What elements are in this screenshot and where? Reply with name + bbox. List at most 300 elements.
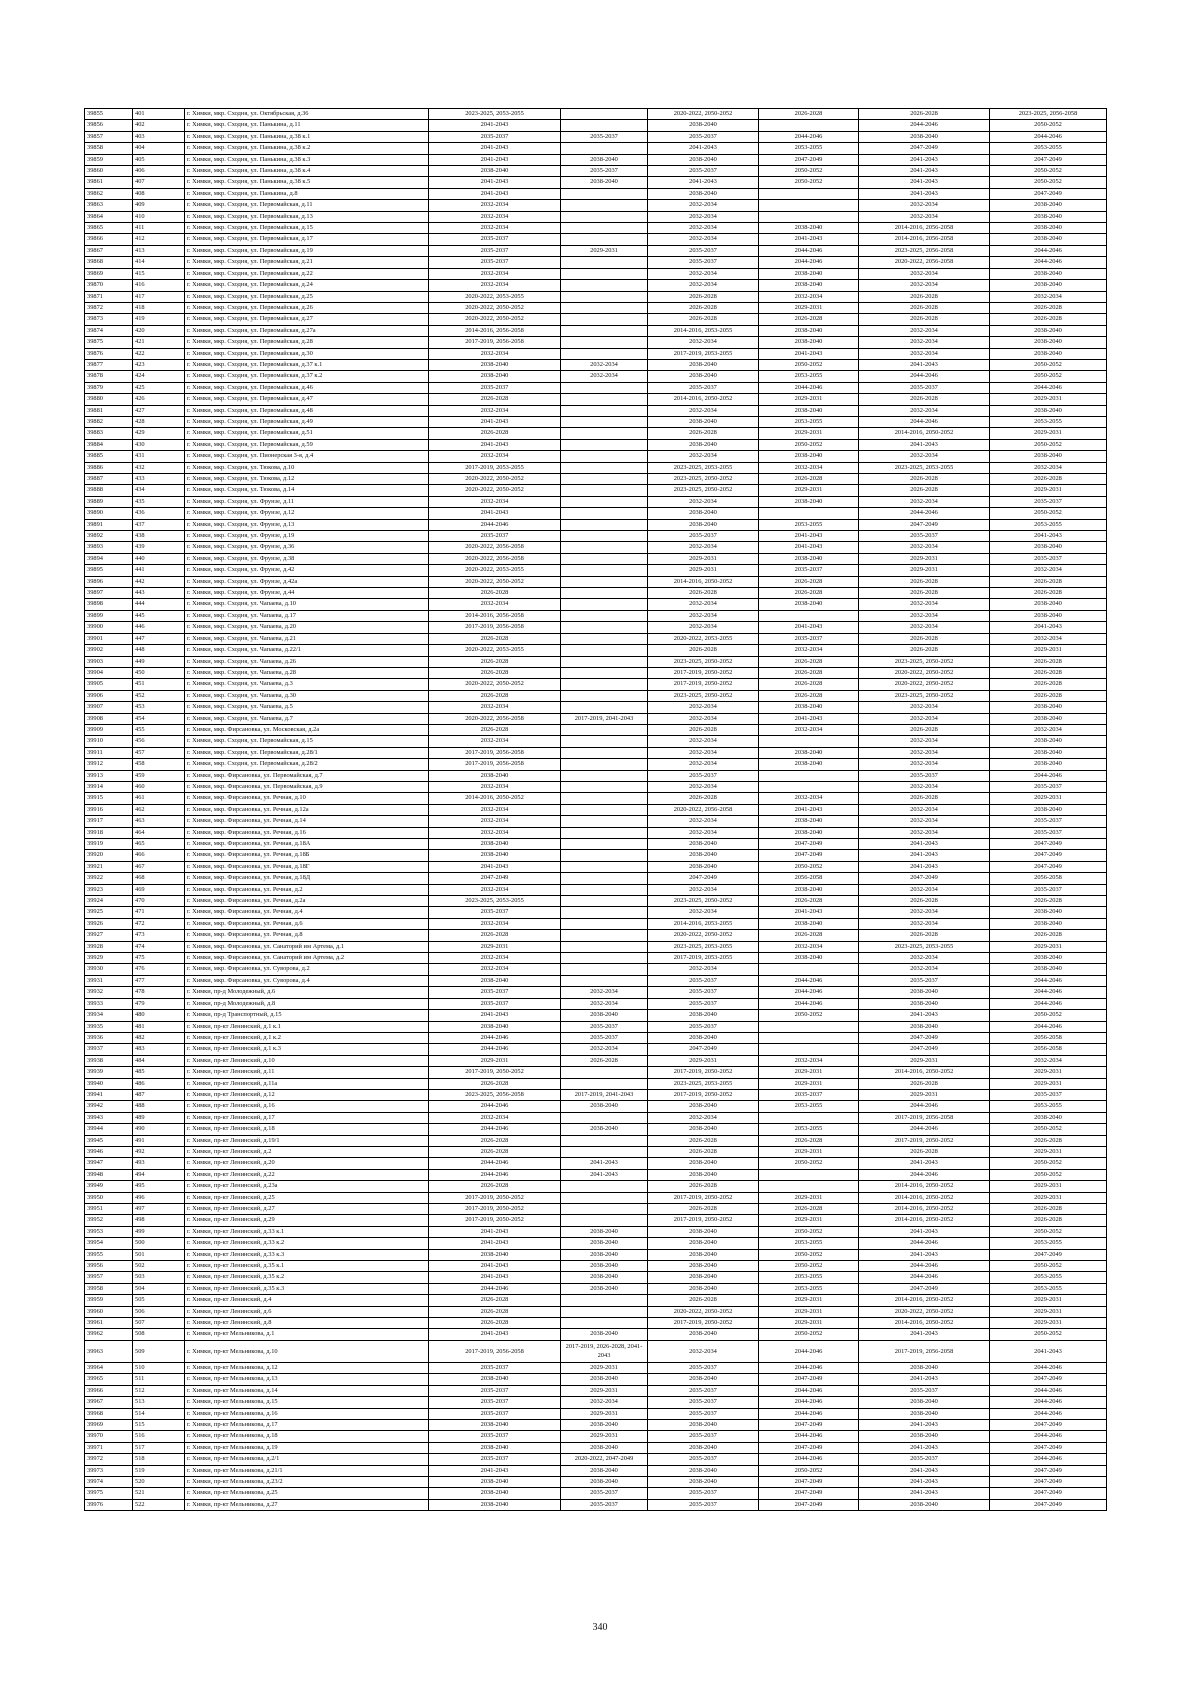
row-id-cell: 39962 — [85, 1329, 133, 1340]
period-cell-1: 2020-2022, 2056-2058 — [429, 713, 561, 724]
item-number-cell: 513 — [133, 1397, 185, 1408]
address-cell: г. Химки, мкр. Сходня, ул. Чапаева, д.20 — [185, 622, 429, 633]
row-id-cell: 39863 — [85, 200, 133, 211]
period-cell-2 — [561, 257, 648, 268]
period-cell-6: 2047-2049 — [990, 1476, 1107, 1487]
period-cell-1: 2041-2043 — [429, 177, 561, 188]
period-cell-2: 2038-2040 — [561, 1476, 648, 1487]
row-id-cell: 39925 — [85, 907, 133, 918]
row-id-cell: 39868 — [85, 257, 133, 268]
period-cell-5: 2038-2040 — [859, 1021, 990, 1032]
row-id-cell: 39885 — [85, 451, 133, 462]
item-number-cell: 447 — [133, 633, 185, 644]
period-cell-1: 2032-2034 — [429, 599, 561, 610]
period-cell-6: 2041-2043 — [990, 622, 1107, 633]
period-cell-1: 2020-2022, 2056-2058 — [429, 553, 561, 564]
period-cell-1: 2038-2040 — [429, 1249, 561, 1260]
item-number-cell: 509 — [133, 1340, 185, 1362]
period-cell-6: 2044-2046 — [990, 1397, 1107, 1408]
period-cell-3: 2026-2028 — [648, 302, 759, 313]
period-cell-6: 2038-2040 — [990, 759, 1107, 770]
period-cell-3: 2032-2034 — [648, 747, 759, 758]
period-cell-5: 2038-2040 — [859, 1397, 990, 1408]
period-cell-1: 2035-2037 — [429, 987, 561, 998]
period-cell-5: 2014-2016, 2050-2052 — [859, 1204, 990, 1215]
period-cell-1: 2041-2043 — [429, 188, 561, 199]
period-cell-5: 2023-2025, 2050-2052 — [859, 656, 990, 667]
table-row — [85, 291, 1107, 302]
period-cell-4 — [759, 770, 859, 781]
row-id-cell: 39974 — [85, 1476, 133, 1487]
period-cell-6: 2029-2031 — [990, 1181, 1107, 1192]
period-cell-5: 2032-2034 — [859, 816, 990, 827]
period-cell-5: 2017-2019, 2056-2058 — [859, 1112, 990, 1123]
address-cell: г. Химки, пр-кт Мельникова, д.17 — [185, 1419, 429, 1430]
period-cell-2 — [561, 120, 648, 131]
item-number-cell: 449 — [133, 656, 185, 667]
period-cell-6: 2038-2040 — [990, 713, 1107, 724]
period-cell-5: 2038-2040 — [859, 987, 990, 998]
period-cell-5: 2041-2043 — [859, 177, 990, 188]
item-number-cell: 515 — [133, 1419, 185, 1430]
period-cell-3: 2035-2037 — [648, 1408, 759, 1419]
item-number-cell: 454 — [133, 713, 185, 724]
period-cell-1: 2038-2040 — [429, 1419, 561, 1430]
period-cell-4: 2050-2052 — [759, 1261, 859, 1272]
row-id-cell: 39930 — [85, 964, 133, 975]
period-cell-3: 2038-2040 — [648, 1124, 759, 1135]
period-cell-4 — [759, 1112, 859, 1123]
period-cell-4: 2044-2046 — [759, 1454, 859, 1465]
address-cell: г. Химки, мкр. Фирсановка, ул. Речная, д.14 — [185, 816, 429, 827]
period-cell-2 — [561, 861, 648, 872]
period-cell-1: 2032-2034 — [429, 816, 561, 827]
period-cell-3: 2032-2034 — [648, 200, 759, 211]
table-row — [85, 1385, 1107, 1396]
address-cell: г. Химки, мкр. Сходня, ул. Первомайская, д.37 к.2 — [185, 371, 429, 382]
row-id-cell: 39883 — [85, 428, 133, 439]
period-cell-2: 2035-2037 — [561, 1488, 648, 1499]
period-cell-4 — [759, 736, 859, 747]
table-row — [85, 394, 1107, 405]
address-cell: г. Химки, мкр. Сходня, ул. Первомайская, д.26 — [185, 302, 429, 313]
table-row — [85, 1499, 1107, 1510]
period-cell-1: 2020-2022, 2050-2052 — [429, 576, 561, 587]
period-cell-1: 2020-2022, 2050-2052 — [429, 474, 561, 485]
period-cell-2 — [561, 416, 648, 427]
period-cell-6: 2044-2046 — [990, 987, 1107, 998]
period-cell-2 — [561, 268, 648, 279]
period-cell-5: 2032-2034 — [859, 759, 990, 770]
address-cell: г. Химки, пр-д Молодежный, д.8 — [185, 998, 429, 1009]
table-row — [85, 998, 1107, 1009]
period-cell-2 — [561, 850, 648, 861]
period-cell-1: 2038-2040 — [429, 1488, 561, 1499]
row-id-cell: 39878 — [85, 371, 133, 382]
period-cell-5: 2044-2046 — [859, 416, 990, 427]
table-row — [85, 1419, 1107, 1430]
item-number-cell: 443 — [133, 588, 185, 599]
period-cell-5: 2041-2043 — [859, 1249, 990, 1260]
period-cell-3: 2026-2028 — [648, 428, 759, 439]
period-cell-1: 2035-2037 — [429, 382, 561, 393]
period-cell-6: 2029-2031 — [990, 1078, 1107, 1089]
item-number-cell: 507 — [133, 1318, 185, 1329]
row-id-cell: 39924 — [85, 896, 133, 907]
period-cell-5: 2047-2049 — [859, 873, 990, 884]
period-cell-6: 2047-2049 — [990, 1249, 1107, 1260]
period-cell-1: 2038-2040 — [429, 166, 561, 177]
period-cell-6: 2053-2055 — [990, 143, 1107, 154]
period-cell-4: 2038-2040 — [759, 451, 859, 462]
row-id-cell: 39967 — [85, 1397, 133, 1408]
period-cell-4: 2044-2046 — [759, 1385, 859, 1396]
period-cell-5: 2020-2022, 2050-2052 — [859, 679, 990, 690]
period-cell-3: 2014-2016, 2050-2052 — [648, 576, 759, 587]
period-cell-4: 2029-2031 — [759, 394, 859, 405]
table-row — [85, 1135, 1107, 1146]
row-id-cell: 39951 — [85, 1204, 133, 1215]
address-cell: г. Химки, мкр. Сходня, ул. Чапаева, д.30 — [185, 690, 429, 701]
period-cell-1: 2041-2043 — [429, 154, 561, 165]
period-cell-5: 2032-2034 — [859, 405, 990, 416]
row-id-cell: 39911 — [85, 747, 133, 758]
period-cell-4 — [759, 120, 859, 131]
item-number-cell: 461 — [133, 793, 185, 804]
period-cell-3: 2032-2034 — [648, 907, 759, 918]
period-cell-3: 2026-2028 — [648, 1181, 759, 1192]
period-cell-1: 2032-2034 — [429, 953, 561, 964]
item-number-cell: 437 — [133, 519, 185, 530]
item-number-cell: 517 — [133, 1442, 185, 1453]
address-cell: г. Химки, мкр. Фирсановка, ул. Речная, д.18Г — [185, 861, 429, 872]
period-cell-2 — [561, 873, 648, 884]
period-cell-5: 2032-2034 — [859, 200, 990, 211]
period-cell-2: 2029-2031 — [561, 1408, 648, 1419]
address-cell: г. Химки, мкр. Сходня, ул. Фрунзе, д.19 — [185, 531, 429, 542]
address-cell: г. Химки, мкр. Сходня, ул. Пионерская 3-я, д.4 — [185, 451, 429, 462]
period-cell-6: 2053-2055 — [990, 519, 1107, 530]
period-cell-1: 2041-2043 — [429, 416, 561, 427]
address-cell: г. Химки, пр-кт Мельникова, д.18 — [185, 1431, 429, 1442]
row-id-cell: 39881 — [85, 405, 133, 416]
item-number-cell: 488 — [133, 1101, 185, 1112]
period-cell-5: 2041-2043 — [859, 439, 990, 450]
period-cell-3: 2032-2034 — [648, 223, 759, 234]
period-cell-3: 2026-2028 — [648, 793, 759, 804]
table-row — [85, 747, 1107, 758]
period-cell-6: 2047-2049 — [990, 188, 1107, 199]
period-cell-2: 2038-2040 — [561, 1442, 648, 1453]
period-cell-6: 2038-2040 — [990, 223, 1107, 234]
table-row — [85, 1283, 1107, 1294]
period-cell-2 — [561, 223, 648, 234]
table-row — [85, 1295, 1107, 1306]
item-number-cell: 428 — [133, 416, 185, 427]
period-cell-3: 2032-2034 — [648, 280, 759, 291]
period-cell-3: 2029-2031 — [648, 1055, 759, 1066]
period-cell-1: 2032-2034 — [429, 223, 561, 234]
period-cell-6: 2026-2028 — [990, 1204, 1107, 1215]
period-cell-2 — [561, 667, 648, 678]
period-cell-2: 2035-2037 — [561, 1021, 648, 1032]
table-row — [85, 1408, 1107, 1419]
period-cell-6: 2029-2031 — [990, 1146, 1107, 1157]
period-cell-1: 2035-2037 — [429, 907, 561, 918]
address-cell: г. Химки, пр-кт Мельникова, д.23/2 — [185, 1476, 429, 1487]
period-cell-2 — [561, 394, 648, 405]
row-id-cell: 39957 — [85, 1272, 133, 1283]
period-cell-3: 2017-2019, 2050-2052 — [648, 1318, 759, 1329]
row-id-cell: 39907 — [85, 702, 133, 713]
period-cell-3: 2026-2028 — [648, 1295, 759, 1306]
period-cell-1: 2035-2037 — [429, 998, 561, 1009]
period-cell-1: 2017-2019, 2056-2058 — [429, 337, 561, 348]
address-cell: г. Химки, мкр. Сходня, ул. Тюкова, д.14 — [185, 485, 429, 496]
row-id-cell: 39947 — [85, 1158, 133, 1169]
period-cell-1: 2044-2046 — [429, 1158, 561, 1169]
period-cell-6: 2035-2037 — [990, 1089, 1107, 1100]
period-cell-5: 2044-2046 — [859, 120, 990, 131]
period-cell-6: 2038-2040 — [990, 405, 1107, 416]
item-number-cell: 495 — [133, 1181, 185, 1192]
period-cell-1: 2032-2034 — [429, 268, 561, 279]
period-cell-4 — [759, 211, 859, 222]
address-cell: г. Химки, мкр. Фирсановка, ул. Первомайская, д.7 — [185, 770, 429, 781]
item-number-cell: 450 — [133, 667, 185, 678]
period-cell-6: 2029-2031 — [990, 394, 1107, 405]
period-cell-3: 2017-2019, 2053-2055 — [648, 953, 759, 964]
period-cell-4: 2044-2046 — [759, 1362, 859, 1373]
table-row — [85, 359, 1107, 370]
period-cell-1: 2026-2028 — [429, 1318, 561, 1329]
address-cell: г. Химки, пр-кт Мельникова, д.10 — [185, 1340, 429, 1362]
period-cell-2 — [561, 531, 648, 542]
period-cell-5: 2026-2028 — [859, 645, 990, 656]
period-cell-1: 2020-2022, 2050-2052 — [429, 679, 561, 690]
item-number-cell: 522 — [133, 1499, 185, 1510]
row-id-cell: 39931 — [85, 975, 133, 986]
item-number-cell: 518 — [133, 1454, 185, 1465]
row-id-cell: 39912 — [85, 759, 133, 770]
table-row — [85, 1169, 1107, 1180]
period-cell-1: 2032-2034 — [429, 702, 561, 713]
row-id-cell: 39889 — [85, 496, 133, 507]
period-cell-1: 2041-2043 — [429, 1010, 561, 1021]
row-id-cell: 39969 — [85, 1419, 133, 1430]
period-cell-2: 2017-2019, 2041-2043 — [561, 1089, 648, 1100]
item-number-cell: 401 — [133, 109, 185, 120]
period-cell-1: 2026-2028 — [429, 1306, 561, 1317]
address-cell: г. Химки, пр-кт Мельникова, д.13 — [185, 1374, 429, 1385]
period-cell-5: 2014-2016, 2050-2052 — [859, 1295, 990, 1306]
period-cell-6: 2050-2052 — [990, 371, 1107, 382]
period-cell-2 — [561, 462, 648, 473]
period-cell-3: 2023-2025, 2050-2052 — [648, 656, 759, 667]
period-cell-2: 2029-2031 — [561, 1385, 648, 1396]
period-cell-2 — [561, 291, 648, 302]
period-cell-2 — [561, 918, 648, 929]
period-cell-3: 2038-2040 — [648, 1169, 759, 1180]
table-row — [85, 439, 1107, 450]
item-number-cell: 440 — [133, 553, 185, 564]
period-cell-1: 2038-2040 — [429, 1499, 561, 1510]
period-cell-4: 2029-2031 — [759, 428, 859, 439]
period-cell-6: 2029-2031 — [990, 1318, 1107, 1329]
row-id-cell: 39899 — [85, 610, 133, 621]
table-row — [85, 1476, 1107, 1487]
period-cell-4: 2044-2046 — [759, 1431, 859, 1442]
period-cell-1: 2044-2046 — [429, 1283, 561, 1294]
period-cell-4: 2047-2049 — [759, 1476, 859, 1487]
period-cell-3: 2038-2040 — [648, 1272, 759, 1283]
period-cell-3: 2026-2028 — [648, 1135, 759, 1146]
period-cell-3: 2038-2040 — [648, 371, 759, 382]
period-cell-5: 2026-2028 — [859, 793, 990, 804]
row-id-cell: 39902 — [85, 645, 133, 656]
address-cell: г. Химки, пр-кт Ленинский, д.1 к.3 — [185, 1044, 429, 1055]
period-cell-3: 2038-2040 — [648, 1010, 759, 1021]
period-cell-6: 2044-2046 — [990, 1408, 1107, 1419]
address-cell: г. Химки, мкр. Сходня, ул. Первомайская, д.59 — [185, 439, 429, 450]
period-cell-3: 2032-2034 — [648, 337, 759, 348]
period-cell-4: 2029-2031 — [759, 1192, 859, 1203]
period-cell-2 — [561, 736, 648, 747]
item-number-cell: 472 — [133, 918, 185, 929]
row-id-cell: 39948 — [85, 1169, 133, 1180]
address-cell: г. Химки, мкр. Сходня, ул. Фрунзе, д.44 — [185, 588, 429, 599]
period-cell-4: 2029-2031 — [759, 1306, 859, 1317]
period-cell-6: 2050-2052 — [990, 1226, 1107, 1237]
period-cell-5: 2026-2028 — [859, 930, 990, 941]
period-cell-4: 2032-2034 — [759, 645, 859, 656]
period-cell-3: 2035-2037 — [648, 1385, 759, 1396]
period-cell-2 — [561, 485, 648, 496]
period-cell-1: 2026-2028 — [429, 1135, 561, 1146]
period-cell-6: 2050-2052 — [990, 177, 1107, 188]
period-cell-5: 2032-2034 — [859, 907, 990, 918]
period-cell-4: 2038-2040 — [759, 405, 859, 416]
period-cell-5: 2044-2046 — [859, 1101, 990, 1112]
item-number-cell: 489 — [133, 1112, 185, 1123]
address-cell: г. Химки, пр-кт Ленинский, д.18 — [185, 1124, 429, 1135]
period-cell-2 — [561, 508, 648, 519]
period-cell-4: 2050-2052 — [759, 439, 859, 450]
address-cell: г. Химки, мкр. Фирсановка, ул. Речная, д.18Д — [185, 873, 429, 884]
item-number-cell: 445 — [133, 610, 185, 621]
period-cell-6: 2038-2040 — [990, 451, 1107, 462]
item-number-cell: 459 — [133, 770, 185, 781]
period-cell-6: 2038-2040 — [990, 234, 1107, 245]
period-cell-4: 2047-2049 — [759, 1499, 859, 1510]
item-number-cell: 470 — [133, 896, 185, 907]
period-cell-5: 2026-2028 — [859, 291, 990, 302]
period-cell-2: 2038-2040 — [561, 177, 648, 188]
period-cell-5: 2032-2034 — [859, 496, 990, 507]
period-cell-5: 2041-2043 — [859, 1465, 990, 1476]
row-id-cell: 39955 — [85, 1249, 133, 1260]
item-number-cell: 411 — [133, 223, 185, 234]
period-cell-4: 2050-2052 — [759, 1010, 859, 1021]
period-cell-4: 2041-2043 — [759, 348, 859, 359]
period-cell-4: 2029-2031 — [759, 1318, 859, 1329]
item-number-cell: 419 — [133, 314, 185, 325]
period-cell-6: 2032-2034 — [990, 462, 1107, 473]
address-cell: г. Химки, мкр. Сходня, ул. Чапаева, д.22/1 — [185, 645, 429, 656]
period-cell-2 — [561, 610, 648, 621]
item-number-cell: 516 — [133, 1431, 185, 1442]
period-cell-3: 2029-2031 — [648, 565, 759, 576]
table-row — [85, 1397, 1107, 1408]
period-cell-5: 2044-2046 — [859, 1238, 990, 1249]
table-row — [85, 109, 1107, 120]
period-cell-4: 2053-2055 — [759, 143, 859, 154]
item-number-cell: 466 — [133, 850, 185, 861]
period-cell-6: 2047-2049 — [990, 839, 1107, 850]
period-cell-6: 2047-2049 — [990, 1499, 1107, 1510]
table-row — [85, 964, 1107, 975]
row-id-cell: 39938 — [85, 1055, 133, 1066]
row-id-cell: 39884 — [85, 439, 133, 450]
table-row — [85, 131, 1107, 142]
period-cell-3: 2035-2037 — [648, 1488, 759, 1499]
period-cell-4: 2050-2052 — [759, 177, 859, 188]
period-cell-2 — [561, 542, 648, 553]
address-cell: г. Химки, пр-кт Ленинский, д.10 — [185, 1055, 429, 1066]
table-row — [85, 325, 1107, 336]
row-id-cell: 39922 — [85, 873, 133, 884]
period-cell-6: 2029-2031 — [990, 645, 1107, 656]
period-cell-3: 2035-2037 — [648, 770, 759, 781]
table-row — [85, 987, 1107, 998]
period-cell-4 — [759, 610, 859, 621]
period-cell-2 — [561, 1067, 648, 1078]
table-row — [85, 337, 1107, 348]
period-cell-4: 2050-2052 — [759, 1329, 859, 1340]
row-id-cell: 39945 — [85, 1135, 133, 1146]
item-number-cell: 464 — [133, 827, 185, 838]
item-number-cell: 475 — [133, 953, 185, 964]
table-row — [85, 177, 1107, 188]
table-row — [85, 428, 1107, 439]
table-row — [85, 1362, 1107, 1373]
period-cell-1: 2041-2043 — [429, 1226, 561, 1237]
item-number-cell: 442 — [133, 576, 185, 587]
period-cell-1: 2035-2037 — [429, 1431, 561, 1442]
period-cell-4: 2029-2031 — [759, 1067, 859, 1078]
period-cell-4: 2026-2028 — [759, 1204, 859, 1215]
address-cell: г. Химки, пр-кт Ленинский, д.35 к.1 — [185, 1261, 429, 1272]
period-cell-6: 2050-2052 — [990, 1261, 1107, 1272]
item-number-cell: 493 — [133, 1158, 185, 1169]
period-cell-1: 2026-2028 — [429, 667, 561, 678]
period-cell-2 — [561, 1146, 648, 1157]
period-cell-1: 2044-2046 — [429, 1044, 561, 1055]
period-cell-6: 2035-2037 — [990, 884, 1107, 895]
row-id-cell: 39926 — [85, 918, 133, 929]
address-cell: г. Химки, пр-кт Ленинский, д.27 — [185, 1204, 429, 1215]
address-cell: г. Химки, мкр. Фирсановка, ул. Речная, д.2 — [185, 884, 429, 895]
period-cell-6: 2050-2052 — [990, 508, 1107, 519]
period-cell-2 — [561, 953, 648, 964]
period-cell-4: 2038-2040 — [759, 702, 859, 713]
period-cell-4: 2047-2049 — [759, 154, 859, 165]
period-cell-4: 2032-2034 — [759, 1055, 859, 1066]
period-cell-2: 2038-2040 — [561, 1374, 648, 1385]
period-cell-4: 2038-2040 — [759, 827, 859, 838]
period-cell-3: 2038-2040 — [648, 1465, 759, 1476]
period-cell-3: 2038-2040 — [648, 1158, 759, 1169]
